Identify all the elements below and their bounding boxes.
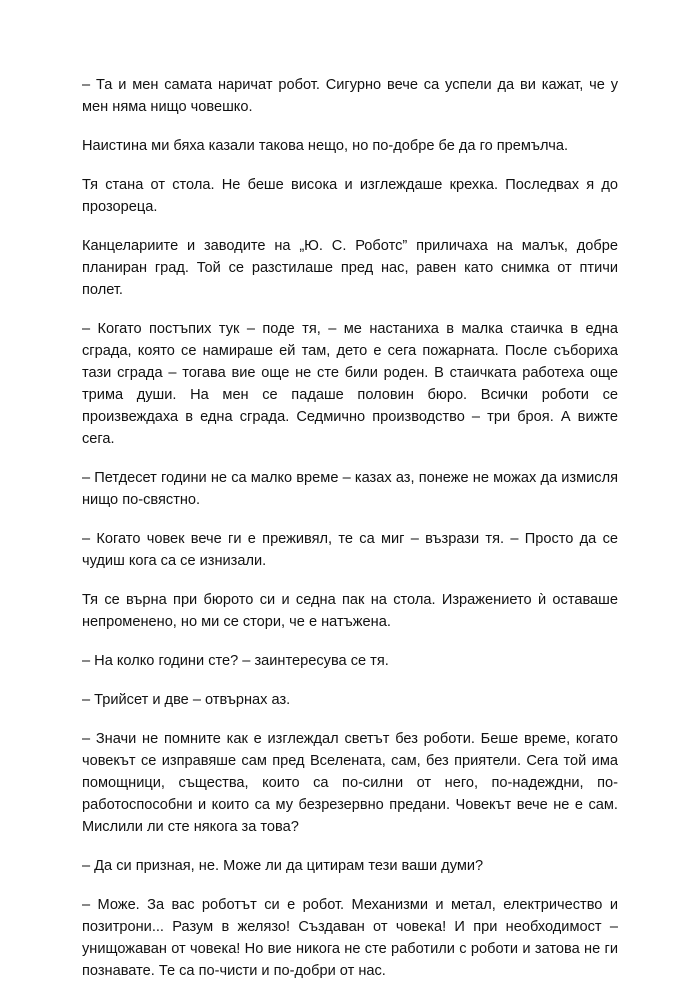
paragraph-4: Канцелариите и заводите на „Ю. С. Роботс” приличаха на малък, добре планиран град. Той се разстилаше пред нас, равен като снимка от птичи полет. <box>82 238 618 298</box>
paragraph-9: – На колко години сте? – заинтересува се тя. <box>82 653 389 669</box>
paragraph-11: – Значи не помните как е изглеждал светът без роботи. Беше време, когато човекът се изправяше сам пред Вселената, сам, без приятели. Сега той има помощници, същества, които са по-силни от него, по-надеждни, по-работоспособни и които са му безрезервно предани. Човекът вече не е сам. Мислили ли сте някога за това? <box>82 731 618 835</box>
paragraph-12: – Да си призная, не. Може ли да цитирам тези ваши думи? <box>82 858 484 874</box>
paragraph-7: – Когато човек вече ги е преживял, те са миг – възрази тя. – Просто да се чудиш кога са се изнизали. <box>82 531 618 569</box>
paragraph-6: – Петдесет години не са малко време – казах аз, понеже не можах да измисля нищо по-свястно. <box>82 470 618 508</box>
paragraph-8: Тя се върна при бюрото си и седна пак на стола. Изражението ѝ оставаше непроменено, но ми се стори, че е натъжена. <box>82 592 618 630</box>
paragraph-5: – Когато постъпих тук – поде тя, – ме настаниха в малка стаичка в една сграда, която се намираше ей там, дето е сега пожарната. После събориха тази сграда – тогава вие още не сте били роден. В стаичката работеха още трима души. На мен се падаше половин бюро. Всички роботи се произвеждаха в една сграда. Седмично производство – три броя. А вижте сега. <box>82 321 618 447</box>
paragraph-2: Наистина ми бяха казали такова нещо, но по-добре бе да го премълча. <box>82 138 569 154</box>
paragraph-1: – Та и мен самата наричат робот. Сигурно вече са успели да ви кажат, че у мен няма нищо човешко. <box>82 77 618 115</box>
paragraph-10: – Трийсет и две – отвърнах аз. <box>82 692 291 708</box>
paragraph-13: – Може. За вас роботът си е робот. Механизми и метал, електричество и позитрони... Разум в желязо! Създаван от човека! И при необходимост – унищожаван от човека! Но вие никога не сте работили с роботи и затова не ги познавате. Те са по-чисти и по-добри от нас. <box>82 897 618 979</box>
paragraph-3: Тя стана от стола. Не беше висока и изглеждаше крехка. Последвах я до прозореца. <box>82 177 618 215</box>
